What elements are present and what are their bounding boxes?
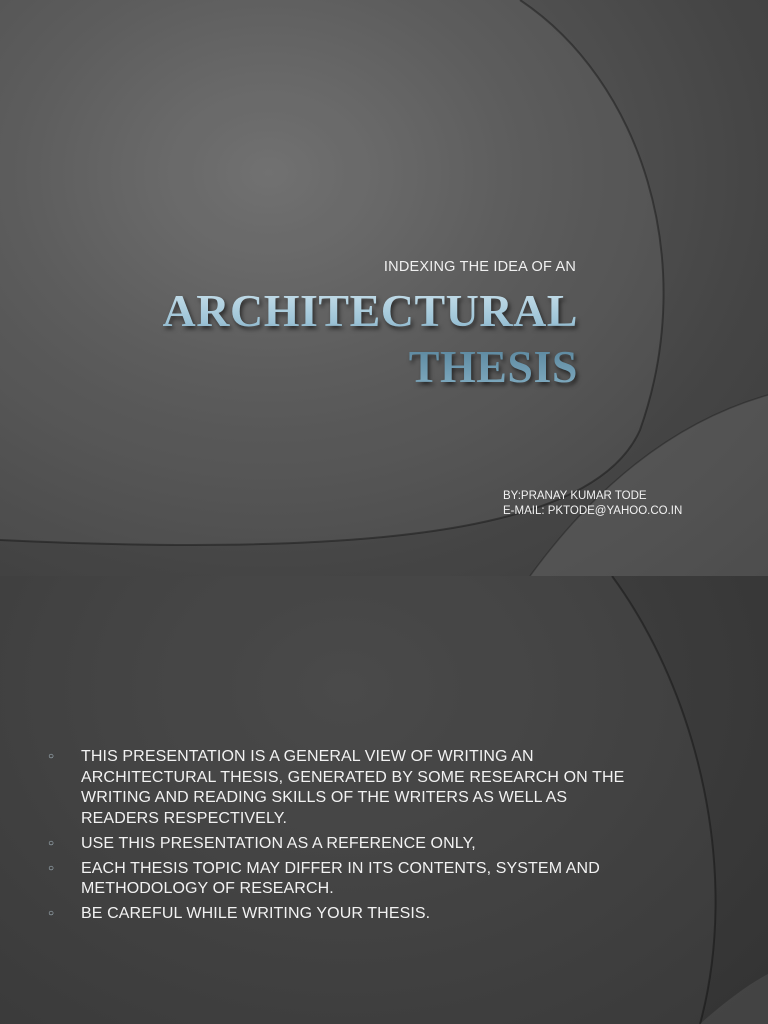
bullet-list <box>46 747 646 929</box>
title-line-1: ARCHITECTURAL <box>162 285 578 336</box>
title-line-2: THESIS <box>408 341 578 392</box>
hollow-circle-bullet-icon: ○ <box>48 837 55 849</box>
hollow-circle-bullet-icon: ○ <box>48 862 55 874</box>
bullet-item <box>46 904 646 925</box>
author-email: E-MAIL: PKTODE@YAHOO.CO.IN <box>503 505 683 517</box>
bullet-text: BE CAREFUL WHILE WRITING YOUR THESIS. <box>81 905 431 922</box>
bullet-text: USE THIS PRESENTATION AS A REFERENCE ONLY, <box>81 834 476 852</box>
bullet-item <box>46 834 646 855</box>
author-name: BY:PRANAY KUMAR TODE <box>503 490 647 502</box>
bullet-item <box>46 747 646 829</box>
content-slide <box>0 576 768 1024</box>
slide-subtitle: INDEXING THE IDEA OF AN <box>383 259 576 275</box>
bullet-text: THIS PRESENTATION IS A GENERAL VIEW OF WRITING AN ARCHITECTURAL THESIS, GENERATED BY SOME RESEARCH ON THE WRITING AND READING SKILLS OF THE WRITERS AS WELL AS READERS RESPECTIVELY. <box>81 748 625 827</box>
hollow-circle-bullet-icon: ○ <box>48 751 55 762</box>
author-info <box>503 489 682 519</box>
hollow-circle-bullet-icon: ○ <box>48 908 55 919</box>
bullet-item <box>46 859 646 900</box>
slide-title <box>163 283 578 395</box>
bullet-text: EACH THESIS TOPIC MAY DIFFER IN ITS CONTENTS, SYSTEM AND METHODOLOGY OF RESEARCH. <box>81 859 600 897</box>
